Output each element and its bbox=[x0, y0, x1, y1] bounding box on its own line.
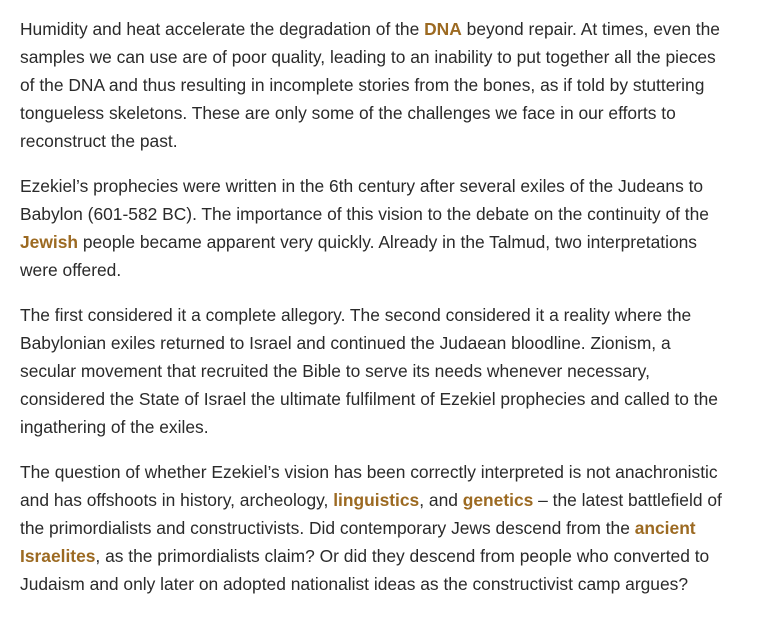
link-jewish[interactable]: Jewish bbox=[20, 232, 78, 252]
paragraph-text: beyond repair. At times, even the samples we can use are of poor quality, leading to an inability to put together all the pieces of the DNA and thus resulting in incomplete stories from the bones, as if told by stuttering tongueless skeletons. These are only some of the challenges we face in our efforts to reconstruct the past. bbox=[20, 19, 720, 151]
paragraph-text: people became apparent very quickly. Already in the Talmud, two interpretations were offered. bbox=[20, 232, 698, 280]
paragraph-ezekiel-prophecies bbox=[20, 172, 730, 284]
paragraph-text: Ezekiel’s prophecies were written in the 6th century after several exiles of the Judeans to Babylon (601-582 BC). The importance of this vision to the debate on the continuity of the bbox=[20, 176, 709, 224]
paragraph-text: , as the primordialists claim? Or did they descend from people who converted to Judaism and only later on adopted nationalist ideas as the constructivist camp argues? bbox=[20, 546, 710, 594]
paragraph-question bbox=[20, 458, 730, 598]
paragraph-text: – the latest battlefield of the primordialists and constructivists. Did contemporary Jews descend from the bbox=[20, 490, 722, 538]
link-linguistics[interactable]: linguistics bbox=[333, 490, 420, 510]
link-dna[interactable]: DNA bbox=[424, 19, 462, 39]
article-body bbox=[20, 15, 730, 615]
paragraph-dna bbox=[20, 15, 730, 155]
paragraph-text: Humidity and heat accelerate the degradation of the bbox=[20, 19, 425, 39]
paragraph-text: , and bbox=[419, 490, 463, 510]
link-genetics[interactable]: genetics bbox=[462, 490, 534, 510]
link-ancient-israelites[interactable]: ancient Israelites bbox=[20, 518, 696, 566]
paragraph-interpretations bbox=[20, 301, 730, 441]
paragraph-text: The first considered it a complete allegory. The second considered it a reality where the Babylonian exiles returned to Israel and continued the Judaean bloodline. Zionism, a secular movement that recruited the Bible to serve its needs whenever necessary, considered the State of Israel the ultimate fulfilment of Ezekiel prophecies and called to the ingathering of the exiles. bbox=[20, 305, 718, 437]
paragraph-text: The question of whether Ezekiel’s vision has been correctly interpreted is not anachronistic and has offshoots in history, archeology, bbox=[20, 462, 718, 510]
